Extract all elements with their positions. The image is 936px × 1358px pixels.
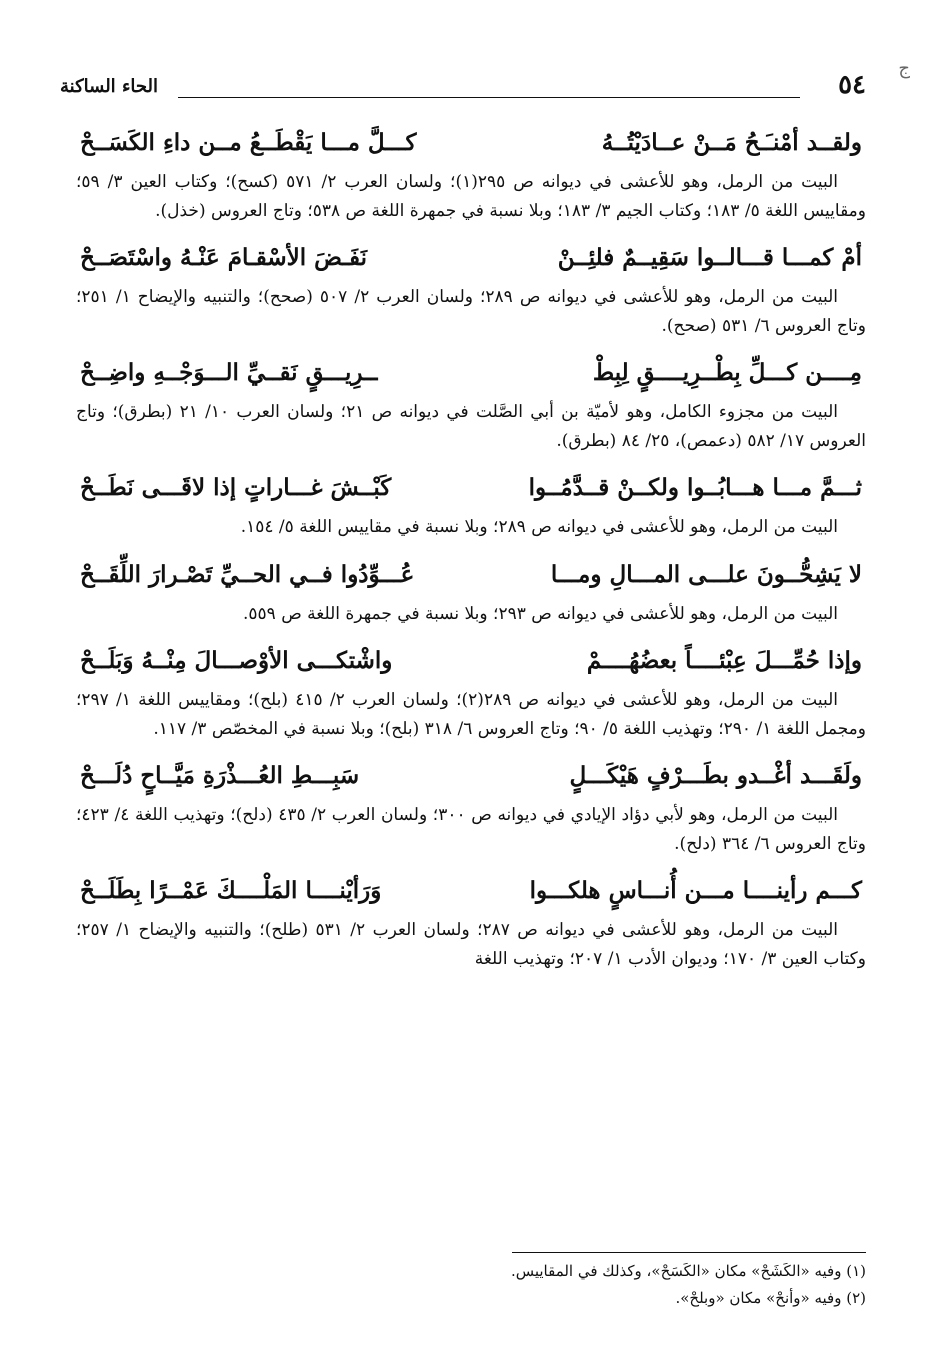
- verse-line: [76, 233, 866, 283]
- verse-second-hemistich: كـــلَّ مـــا يَقْطَــعُ مــن داءِ الكَسَــحْ: [80, 129, 417, 156]
- verse-entry: [76, 866, 866, 973]
- verse-line: [76, 118, 866, 168]
- verse-commentary: البيت من الرمل، وهو للأعشى في ديوانه ص ٢٨٩؛ ولسان العرب ٢/ ٥٠٧ (صحح)؛ والتنبيه والإيضاح ١/ ٢٥١؛ وتاج العروس ٦/ ٥٣١ (صحح).: [76, 287, 866, 336]
- verse-entry: [76, 348, 866, 455]
- verse-line: [76, 550, 866, 600]
- verse-first-hemistich: ولقــد أمْنـَـحُ مَــنْ عــادَيْتُــهُ: [601, 129, 862, 156]
- verse-first-hemistich: مِــــن كـــلِّ بِطْــرِيــــقٍ لِبِطْ: [592, 359, 862, 386]
- verse-entry: [76, 751, 866, 858]
- page-body: [76, 118, 866, 981]
- verse-commentary: البيت من مجزوء الكامل، وهو لأميّة بن أبي الصَّلت في ديوانه ص ٢١؛ ولسان العرب ١٠/ ٢١ (بطرق)؛ وتاج العروس ١٧/ ٥٨٢ (دعمص)، ٢٥/ ٨٤ (بطرق).: [76, 402, 866, 451]
- verse-commentary: البيت من الرمل، وهو لأبي دؤاد الإيادي في ديوانه ص ٣٠٠؛ ولسان العرب ٢/ ٤٣٥ (دلح)؛ وتهذيب اللغة ٤/ ٤٢٣؛ وتاج العروس ٦/ ٣٦٤ (دلح).: [76, 805, 866, 854]
- verse-second-hemistich: سَبِـــطِ العُـــذْرَةِ مَيَّــاحٍ دُلَـــحْ: [80, 762, 360, 789]
- verse-line: [76, 463, 866, 513]
- verse-line: [76, 866, 866, 916]
- verse-entry: [76, 636, 866, 743]
- verse-commentary: البيت من الرمل، وهو للأعشى في ديوانه ص ٢٨٩؛ وبلا نسبة في مقاييس اللغة ٥/ ١٥٤.: [240, 517, 838, 537]
- verse-first-hemistich: ولَقَـــد أغْــدو بطَـــرْفٍ هَيْكَـــلٍ: [569, 762, 862, 789]
- verse-line: [76, 751, 866, 801]
- page-number: ٥٤: [838, 70, 866, 100]
- footnotes: [76, 1258, 866, 1312]
- verse-commentary: البيت من الرمل، وهو للأعشى في ديوانه ص ٢٨٩(٢)؛ ولسان العرب ٢/ ٤١٥ (بلح)؛ ومقاييس اللغة ١/ ٢٩٧؛ ومجمل اللغة ١/ ٢٩٠؛ وتهذيب اللغة ٥/ ٩٠؛ وتاج العروس ٦/ ٣١٨ (بلح)؛ وبلا نسبة في المخصّص ٣/ ١١٧.: [76, 690, 866, 739]
- footnote: (٢) وفيه «وأنحْ» مكان «وبلحْ».: [675, 1289, 866, 1307]
- verse-second-hemistich: عُـــوِّدُوا فــي الحــيِّ تَصْـرارَ اللِّقَــحْ: [80, 560, 415, 588]
- verse-entry: [76, 233, 866, 340]
- verse-second-hemistich: كَبْــشَ غـــاراتٍ إذا لاقَـــى نَطَــحْ: [80, 474, 392, 501]
- corner-mark: ج: [898, 58, 910, 79]
- verse-commentary: البيت من الرمل، وهو للأعشى في ديوانه ص ٢٩٥(١)؛ ولسان العرب ٢/ ٥٧١ (كسح)؛ وكتاب العين ٣/ ٥٩؛ ومقاييس اللغة ٥/ ١٨٣؛ وكتاب الجيم ٣/ ١٨٣؛ وبلا نسبة في جمهرة اللغة ص ٥٣٨؛ وتاج العروس (خذل).: [76, 172, 866, 221]
- verse-line: [76, 636, 866, 686]
- verse-first-hemistich: كـــم رأينــــا مـــن أُنـــاسٍ هلكـــوا: [529, 877, 862, 904]
- verse-first-hemistich: أمْ كمـــا قـــالــوا سَقِيــمٌ فلئِــنْ: [557, 244, 862, 271]
- verse-second-hemistich: وَرَأيْنــــا المَلْــــكَ عَمْــرًا بِطَلَــحْ: [80, 877, 382, 904]
- verse-entry: [76, 463, 866, 542]
- verse-second-hemistich: نَفَـضَ الأسْقـامَ عَنْـهُ واسْتَصَــحْ: [80, 244, 368, 271]
- verse-second-hemistich: ــرِيـــقٍ نَقــيِّ الـــوَجْــهِ واضِــحْ: [80, 359, 378, 386]
- verse-commentary: البيت من الرمل، وهو للأعشى في ديوانه ص ٢٨٧؛ ولسان العرب ٢/ ٥٣١ (طلح)؛ والتنبيه والإيضاح ١/ ٢٥٧؛ وكتاب العين ٣/ ١٧٠؛ وديوان الأدب ١/ ٢٠٧؛ وتهذيب اللغة: [76, 920, 866, 969]
- verse-entry: [76, 550, 866, 629]
- verse-line: [76, 348, 866, 398]
- header-rule: [178, 97, 800, 98]
- running-title: الحاء الساكنة: [60, 76, 158, 97]
- verse-first-hemistich: وإذا حُمِّـــلَ عِبْئــــاً بعضُهُــــمْ: [586, 647, 862, 674]
- verse-commentary: البيت من الرمل، وهو للأعشى في ديوانه ص ٢٩٣؛ وبلا نسبة في جمهرة اللغة ص ٥٥٩.: [243, 603, 838, 624]
- verse-first-hemistich: ثـــمَّ مـــا هـــابُــوا ولكــنْ قــدَّمُــوا: [528, 474, 862, 501]
- verse-entry: [76, 118, 866, 225]
- footnote-rule: [512, 1252, 866, 1253]
- footnote: (١) وفيه «الكَشَحْ» مكان «الكَسَحْ»، وكذلك في المقاييس.: [510, 1262, 866, 1280]
- verse-first-hemistich: لا يَشِحُّــونَ علـــى المـــالِ ومـــا: [550, 560, 862, 588]
- page-header: [60, 66, 866, 106]
- verse-second-hemistich: واشْتكـــى الأوْصـــالَ مِنْــهُ وَبَلَــحْ: [80, 647, 393, 674]
